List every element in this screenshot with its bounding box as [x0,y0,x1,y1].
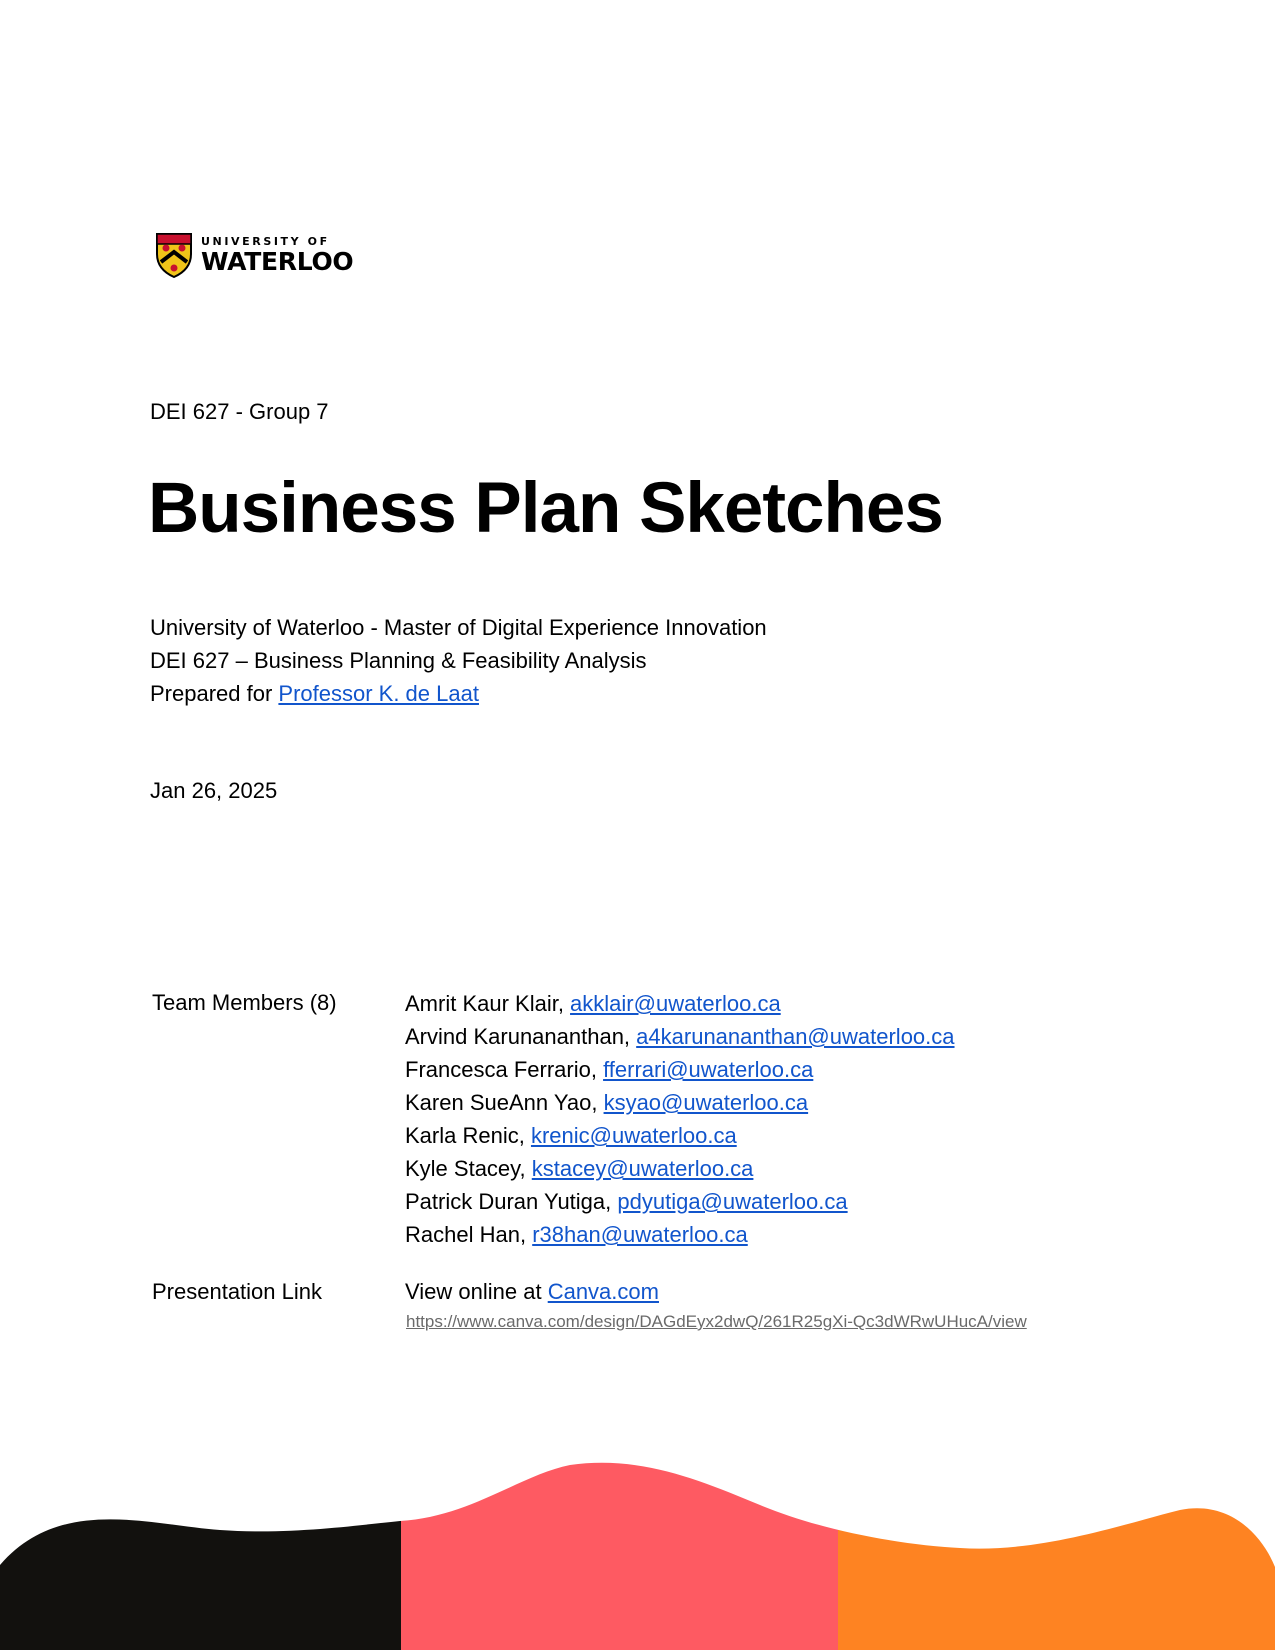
member-name: Karen SueAnn Yao, [405,1090,604,1115]
logo-line-university-of: UNIVERSITY OF [201,235,330,248]
member-email-link[interactable]: kstacey@uwaterloo.ca [531,1156,754,1181]
member-email-link[interactable]: fferrari@uwaterloo.ca [603,1057,814,1082]
member-email-link[interactable]: a4karunananthan@uwaterloo.ca [636,1024,955,1049]
document-date: Jan 26, 2025 [150,778,278,803]
program-line: University of Waterloo - Master of Digital Experience Innovation [150,615,767,640]
professor-link[interactable]: Professor K. de Laat [278,681,479,706]
list-item [405,1119,955,1152]
university-logo [155,232,353,278]
decorative-waves [0,1455,1275,1650]
wave-black-band [0,1455,401,1650]
team-members-label: Team Members (8) [152,990,337,1015]
member-email-link[interactable]: krenic@uwaterloo.ca [530,1123,737,1148]
list-item [405,1053,955,1086]
member-name: Amrit Kaur Klair, [405,991,571,1016]
member-name: Arvind Karunananthan, [405,1024,637,1049]
waterloo-crest-icon [155,232,193,278]
wave-red-band [401,1455,838,1650]
list-item [405,1020,955,1053]
team-members-list [405,987,955,1251]
member-email-link[interactable]: akklair@uwaterloo.ca [570,991,781,1016]
member-name: Francesca Ferrario, [405,1057,604,1082]
view-online-prefix: View online at [405,1279,548,1304]
member-email-link[interactable]: r38han@uwaterloo.ca [532,1222,748,1247]
course-line: DEI 627 – Business Planning & Feasibility Analysis [150,648,647,673]
subtitle-block [150,611,767,710]
presentation-view-line [405,1279,659,1305]
wave-orange-band [838,1455,1275,1650]
member-email-link[interactable]: pdyutiga@uwaterloo.ca [617,1189,848,1214]
member-name: Karla Renic, [405,1123,531,1148]
member-name: Kyle Stacey, [405,1156,532,1181]
logo-line-waterloo: WATERLOO [201,247,354,276]
member-email-link[interactable]: ksyao@uwaterloo.ca [603,1090,809,1115]
list-item [405,1086,955,1119]
list-item [405,1218,955,1251]
presentation-link-label: Presentation Link [152,1279,322,1304]
list-item [405,1152,955,1185]
prepared-for-prefix: Prepared for [150,681,279,706]
document-title: Business Plan Sketches [148,469,943,548]
prepared-for-line [150,677,767,710]
list-item [405,1185,955,1218]
list-item [405,987,955,1020]
member-name: Patrick Duran Yutiga, [405,1189,618,1214]
canva-link[interactable]: Canva.com [547,1279,659,1304]
member-name: Rachel Han, [405,1222,533,1247]
presentation-url-link[interactable]: https://www.canva.com/design/DAGdEyx2dwQ/261R25gXi-Qc3dWRwUHucA/view [406,1312,1027,1331]
course-group-label: DEI 627 - Group 7 [150,399,329,424]
